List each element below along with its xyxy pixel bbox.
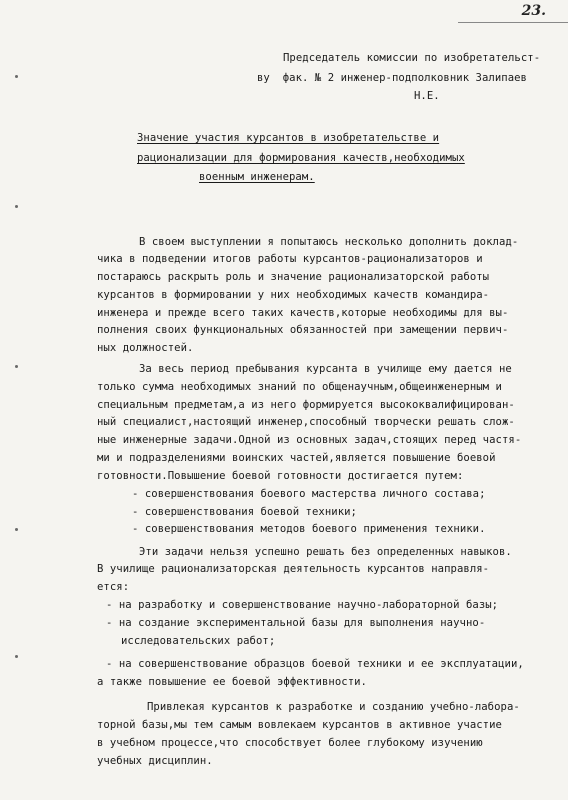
- punch-hole-mark: [15, 655, 18, 658]
- list-item: - совершенствования боевого мастерства личного состава;: [132, 488, 486, 500]
- list-item: - на разработку и совершенствование научно-лабораторной базы;: [106, 599, 499, 611]
- list-item: исследовательских работ;: [121, 635, 276, 647]
- title-line: военным инженерам.: [199, 171, 315, 183]
- body-line: ми и подразделениями воинских частей,является повышение боевой: [97, 452, 496, 464]
- body-line: ется:: [97, 581, 130, 593]
- body-line: в учебном процессе,что способствует более глубокому изучению: [97, 737, 483, 749]
- body-line: готовности.Повышение боевой готовности достигается путем:: [97, 470, 464, 482]
- page-number: 23.: [521, 3, 546, 19]
- body-line: а также повышение ее боевой эффективности.: [97, 676, 367, 688]
- body-line: ные инженерные задачи.Одной из основных задач,стоящих перед частя-: [97, 434, 522, 446]
- body-line: инженера и прежде всего таких качеств,которые необходимы для вы-: [97, 307, 509, 319]
- punch-hole-mark: [15, 528, 18, 531]
- title-line: рационализации для формирования качеств,необходимых: [137, 152, 465, 164]
- list-item: - совершенствования методов боевого применения техники.: [132, 523, 486, 535]
- body-line: полнения своих функциональных обязанностей при замещении первич-: [97, 324, 509, 336]
- body-line: торной базы,мы тем самым вовлекаем курсантов в активное участие: [97, 719, 502, 731]
- header-line: Н.Е.: [414, 90, 440, 102]
- header-line: ву фак. № 2 инженер-подполковник Залипаев: [257, 72, 527, 84]
- punch-hole-mark: [15, 75, 18, 78]
- punch-hole-mark: [15, 205, 18, 208]
- body-line: постараюсь раскрыть роль и значение рационализаторской работы: [97, 271, 490, 283]
- body-line: За весь период пребывания курсанта в училище ему дается не: [139, 363, 512, 375]
- list-item: - совершенствования боевой техники;: [132, 506, 357, 518]
- body-line: В училище рационализаторская деятельность курсантов направля-: [97, 563, 490, 575]
- list-item: - на создание экспериментальной базы для выполнения научно-: [106, 617, 486, 629]
- list-item: - на совершенствование образцов боевой техники и ее эксплуатации,: [106, 658, 524, 670]
- body-line: специальным предметам,а из него формируется высококвалифицирован-: [97, 399, 515, 411]
- body-line: учебных дисциплин.: [97, 755, 213, 767]
- top-edge-line: [458, 22, 568, 23]
- body-line: чика в подведении итогов работы курсантов-рационализаторов и: [97, 253, 483, 265]
- title-line: Значение участия курсантов в изобретательстве и: [137, 132, 440, 144]
- header-line: Председатель комиссии по изобретательст-: [283, 52, 541, 64]
- body-line: только сумма необходимых знаний по общенаучным,общеинженерным и: [97, 381, 502, 393]
- punch-hole-mark: [15, 365, 18, 368]
- body-line: курсантов в формировании у них необходимых качеств командира-: [97, 289, 490, 301]
- body-line: ных должностей.: [97, 342, 194, 354]
- body-line: Эти задачи нельзя успешно решать без определенных навыков.: [139, 546, 512, 558]
- body-line: В своем выступлении я попытаюсь несколько дополнить доклад-: [139, 236, 519, 248]
- body-line: Привлекая курсантов к разработке и созданию учебно-лабора-: [147, 701, 520, 713]
- body-line: ный специалист,настоящий инженер,способный творчески решать слож-: [97, 416, 515, 428]
